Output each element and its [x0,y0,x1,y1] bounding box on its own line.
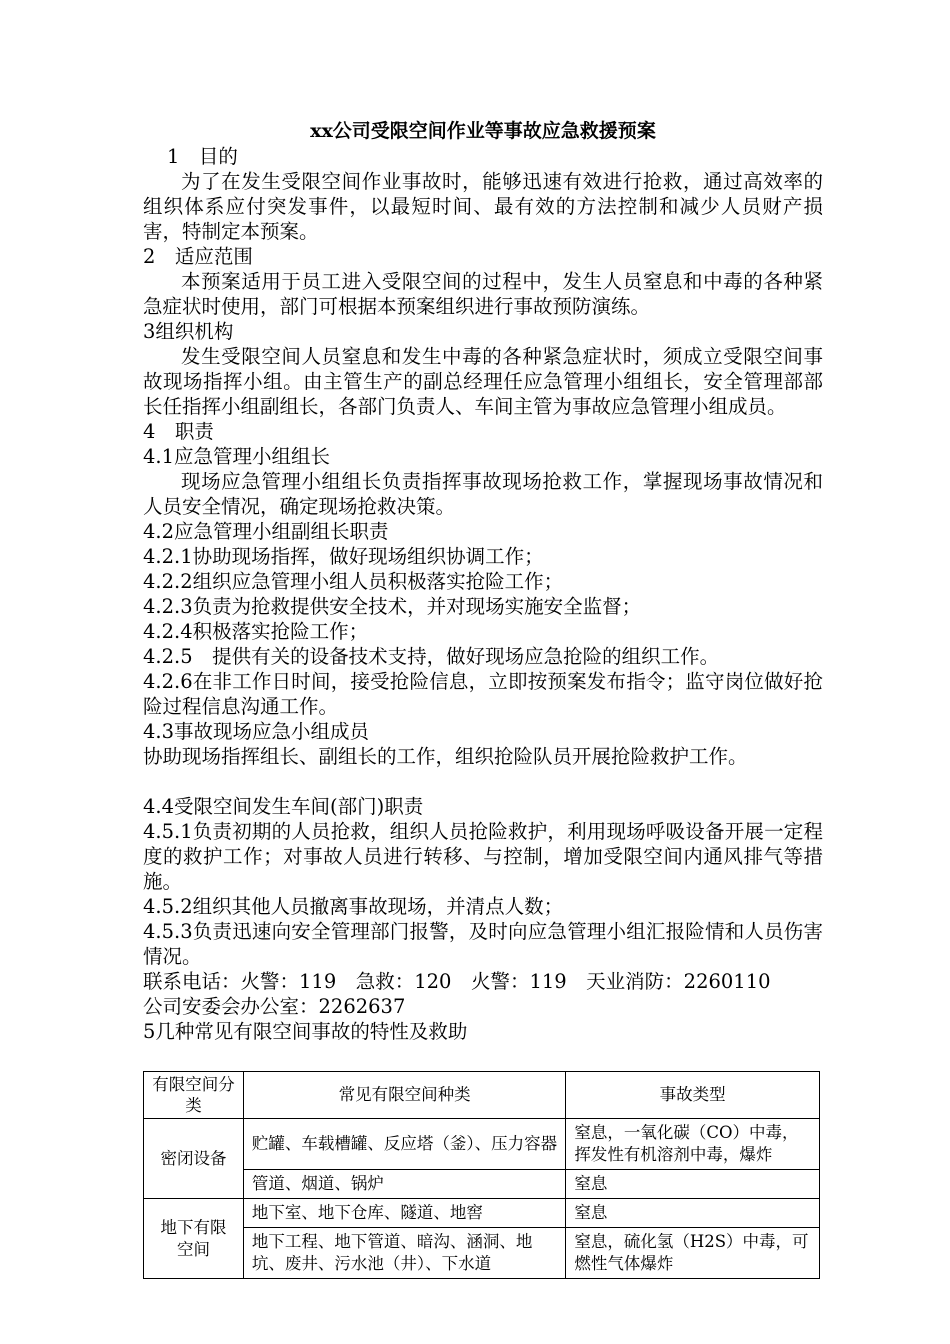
blank-line [143,769,823,794]
paragraph: 4.5.2组织其他人员撤离事故现场，并清点人数； [143,895,564,918]
kinds-cell: 地下工程、地下管道、暗沟、涵洞、地坑、废井、污水池（井）、下水道 [243,1228,565,1279]
paragraph: 4.5.1负责初期的人员抢救，组织人员抢险救护，利用现场呼吸设备开展一定程度的救护工作；对事故人员进行转移、与控制，增加受限空间内通风排气等措施。 [143,820,823,893]
accident-cell: 窒息 [566,1199,820,1228]
kinds-cell: 管道、烟道、锅炉 [243,1170,565,1199]
paragraph: 协助现场指挥组长、副组长的工作，组织抢险队员开展抢险救护工作。 [143,745,748,768]
table-header-row [144,1072,820,1119]
table-row [144,1228,820,1279]
kinds-cell: 贮罐、车载槽罐、反应塔（釜）、压力容器 [243,1119,565,1170]
header-accident: 事故类型 [566,1072,820,1119]
paragraph: 4.2.6在非工作日时间，接受抢险信息，立即按预案发布指令；监守岗位做好抢险过程信息沟通工作。 [143,670,823,718]
category-cell: 地下有限空间 [144,1199,244,1279]
paragraph: 4.2.2组织应急管理小组人员积极落实抢险工作； [143,570,564,593]
category-cell: 密闭设备 [144,1119,244,1199]
paragraph: 4.3事故现场应急小组成员 [143,720,370,743]
accident-cell: 窒息 [566,1170,820,1199]
accident-cell: 窒息，硫化氢（H2S）中毒，可燃性气体爆炸 [566,1228,820,1279]
paragraph: 1 目的 [167,145,238,168]
paragraph-list [143,144,823,1044]
kinds-cell: 地下室、地下仓库、隧道、地窖 [243,1199,565,1228]
table-row [144,1170,820,1199]
table-row [144,1199,820,1228]
paragraph: 4.2.1协助现场指挥，做好现场组织协调工作； [143,545,544,568]
paragraph: 5几种常见有限空间事故的特性及救助 [143,1020,468,1043]
paragraph: 联系电话：火警：119 急救：120 火警：119 天业消防：2260110 [143,970,771,993]
table-row [144,1119,820,1170]
paragraph: 发生受限空间人员窒息和发生中毒的各种紧急症状时，须成立受限空间事故现场指挥小组。由主管生产的副总经理任应急管理小组组长，安全管理部部长任指挥小组副组长，各部门负责人、车间主管为事故应急管理小组成员。 [143,345,823,418]
confined-space-table [143,1071,820,1279]
paragraph: 本预案适用于员工进入受限空间的过程中，发生人员窒息和中毒的各种紧急症状时使用，部门可根据本预案组织进行事故预防演练。 [143,270,823,318]
paragraph: 4.4受限空间发生车间(部门)职责 [143,795,424,818]
paragraph: 4 职责 [143,420,214,443]
paragraph: 4.5.3负责迅速向安全管理部门报警，及时向应急管理小组汇报险情和人员伤害情况。 [143,920,823,968]
paragraph: 公司安委会办公室：2262637 [143,995,406,1018]
accident-cell: 窒息，一氧化碳（CO）中毒，挥发性有机溶剂中毒，爆炸 [566,1119,820,1170]
paragraph: 4.2应急管理小组副组长职责 [143,520,389,543]
paragraph: 4.2.5 提供有关的设备技术支持，做好现场应急抢险的组织工作。 [143,645,720,668]
paragraph: 2 适应范围 [143,245,253,268]
paragraph: 4.2.3负责为抢救提供安全技术，并对现场实施安全监督； [143,595,642,618]
paragraph: 3组织机构 [143,320,234,343]
paragraph: 4.1应急管理小组组长 [143,445,331,468]
paragraph: 4.2.4积极落实抢险工作； [143,620,369,643]
header-category: 有限空间分类 [144,1072,244,1119]
document-title: xx公司受限空间作业等事故应急救援预案 [310,120,656,142]
header-kinds: 常见有限空间种类 [243,1072,565,1119]
document-body [143,118,823,1044]
paragraph: 现场应急管理小组组长负责指挥事故现场抢救工作，掌握现场事故情况和人员安全情况，确定现场抢救决策。 [143,470,823,518]
paragraph: 为了在发生受限空间作业事故时，能够迅速有效进行抢救，通过高效率的组织体系应付突发事件，以最短时间、最有效的方法控制和减少人员财产损害，特制定本预案。 [143,170,823,243]
